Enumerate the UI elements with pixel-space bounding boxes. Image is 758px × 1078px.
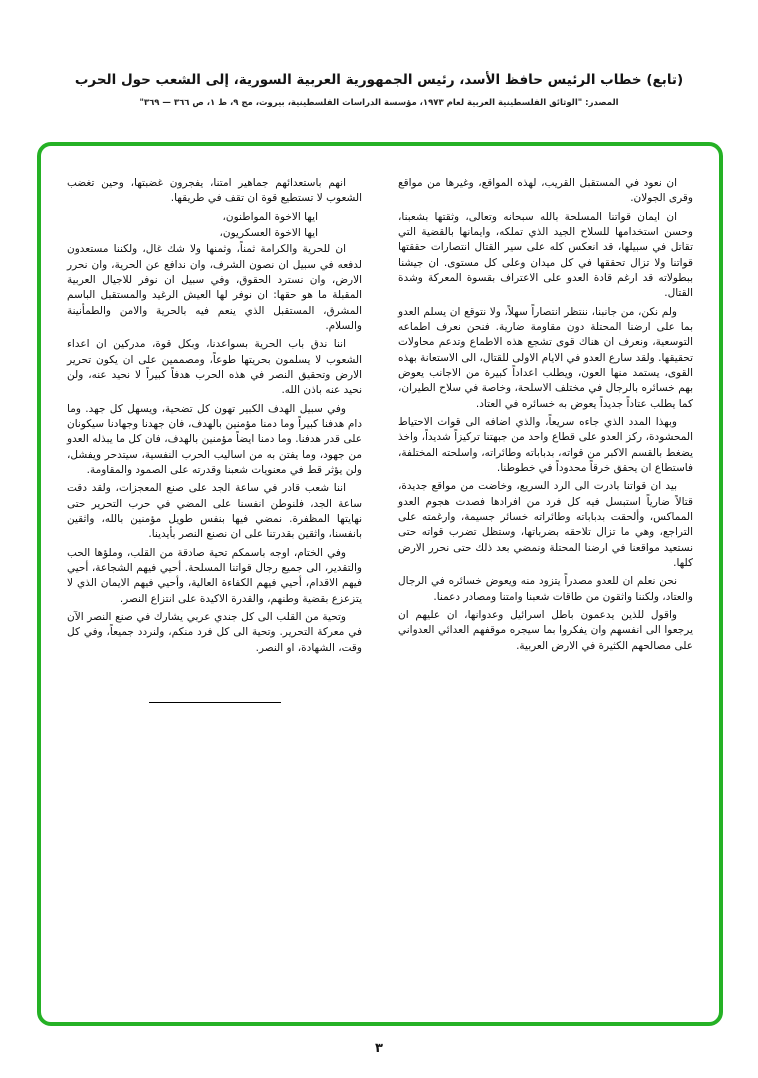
text-columns xyxy=(67,176,693,1002)
paragraph: اننا ندق باب الحرية بسواعدنا، وبكل قوة، مدركين ان اعداء الشعوب لا يسلمون بحريتها طوعاً، ومصممين على ان يكون تحرير الارض وتحقيق النصر في هذه الحرب هدفاً كبيراً لا نحيد عنه، ولن نحيد عنه باذن الله. xyxy=(67,338,362,397)
paragraph: ان ايمان قواتنا المسلحة بالله سبحانه وتعالى، وثقتها بشعبنا، وحسن استخدامها للسلاح الجيد الذي تملكه، وايمانها بالقضية التي تقاتل في سبيلها، قد انعكس كله على سير القتال انتصارات حققتها قواتنا ولا تزال تحققها في كل ميدان وعلى كل مستوى. ان جيشنا ببطولاته قد ارغم قادة العدو على الاعتراف بقسوة المعركة وشدة القتال. xyxy=(398,210,693,300)
column-right xyxy=(398,176,693,1002)
paragraph: ان للحرية والكرامة ثمناً، وثمنها ولا شك غال، ولكننا مستعدون لدفعه في سبيل ان نصون الشرف، وان ندافع عن الحرية، وان نحرر الارض، وان نسترد الحقوق، وفي سبيل ان نوفر للاجيال العربية المقبلة ما هو حقها: ان نوفر لها العيش الرغيد والمستقبل الباسم المشرق، المستقبل الذي ينعم فيه بالحرية والامن والطمأنينة والسلام. xyxy=(67,243,362,332)
end-separator xyxy=(149,702,281,703)
address-line: ايها الاخوة المواطنون، xyxy=(222,210,318,223)
paragraph: وتحية من القلب الى كل جندي عربي يشارك في صنع النصر الآن في معركة التحرير. وتحية الى كل فرد منكم، ولنردد جميعاً، وفي كل وقت، الشهادة، او النصر. xyxy=(67,610,362,654)
paragraph: وفي سبيل الهدف الكبير تهون كل تضحية، ويسهل كل جهد. وما دام هدفنا كبيراً وما دمنا مؤمنين بالهدف، فان جهدنا وجهادنا سيكونان على قدر هدفنا. وما دمنا ايضاً مؤمنين بالهدف، فان كل ما يبذله العدو من جهود، وما يفتن به من اساليب الحرب النفسية، سيتدحر ويفشل، ولن يؤثر قط في معنويات شعبنا وقدرته على الصمود والمقاومة. xyxy=(67,402,362,476)
paragraph: اننا شعب قادر في ساعة الجد على صنع المعجزات، ولقد دقت ساعة الجد، فلنوطن انفسنا على المضي في حرب التحرير حتى نهايتها المظفرة. نمضي فيها بنفس طويل مؤمنين بالله، واثقين بانفسنا، واثقين بقدرتنا على ان نصنع النصر بأيدينا. xyxy=(67,482,362,541)
paragraph: واقول للذين يدعمون باطل اسرائيل وعدوانها، ان عليهم ان يرجعوا الى انفسهم وان يفكروا بما سيجره موقفهم العدائي العدواني على مصالحهم الكثيرة في الارض العربية. xyxy=(398,608,693,652)
document-title: (تابع) خطاب الرئيس حافظ الأسد، رئيس الجمهورية العربية السورية، إلى الشعب حول الحرب xyxy=(74,72,684,88)
paragraph: ولم نكن، من جانبنا، ننتظر انتصاراً سهلاً، ولا نتوقع ان يسلم العدو بما على ارضنا المحتلة دون مقاومة ضارية. فنحن نعرف اطماعه التوسعية، ونعرف ان هناك قوى تشجع هذه الاطماع وتدعم محاولات تحقيقها. ولقد سارع العدو في الايام الاولى للقتال، الى الاستعانة بهذه القوى، يستمد منها العون، ويطلب اعداداً كبيرة من الاجانب يعوض بهم خسائره بالرجال في مختلف الاسلحة، وخاصة في سلاح الطيران، كما يطلب عتاداً جديداً يعوض به خسائره في العتاد. xyxy=(398,305,693,410)
paragraph: انهم باستعدائهم جماهير امتنا، يفجرون غضبتها، وحين تغضب الشعوب لا تستطيع قوة ان تقف في طريقها. xyxy=(67,177,362,205)
paragraph: بيد ان قواتنا بادرت الى الرد السريع، وخاضت من مواقع جديدة، قتالاً ضارياً استبسل فيه كل فرد من افرادها فصدت هجوم العدو المماكس، وألحقت بدباباته وطائراته خسائر جسيمة، وارغمته على التراجع، وهي ما تزال تلاحقه بضرباتها، وستظل تضرب قواته حتى نستعيد مواقعنا في ارضنا المحتلة ونمضي بعد ذلك حتى نحرر الارض كلها. xyxy=(398,480,693,569)
address-line: ايها الاخوة العسكريون، xyxy=(219,226,318,239)
paragraph: وبهذا المدد الذي جاءه سريعاً، والذي اضافه الى قوات الاحتياط المحشودة، ركز العدو على قطاع واحد من جبهتنا تركيزاً شديداً، واخذ يضغط بالقسم الاكبر من قواته، بدباباته وطائراته، واسلحته المختلفة، فاستطاع ان يحقق خرقاً محدوداً في خطوطنا. xyxy=(398,415,693,474)
paragraph: ان نعود في المستقبل القريب، لهذه المواقع، وغيرها من مواقع وقرى الجولان. xyxy=(398,177,693,205)
paragraph: وفي الختام، اوجه باسمكم تحية صادقة من القلب، وملؤها الحب والتقدير، الى جميع رجال قواتنا المسلحة. أحيي فيهم الشجاعة، أحيي فيهم الاقدام، أحيي فيهم الكفاءة العالية، وأحيي فيهم الايمان الذي لا يتزعزع بقضية وطنهم، والقدرة الاكيدة على انتزاع النصر. xyxy=(67,546,362,605)
source-line: المصدر: "الوثائق الفلسطينية العربية لعام ١٩٧٣، مؤسسة الدراسات الفلسطينية، بيروت، مج ٩، ط ١، ص ٣٦٦ — ٣٦٩" xyxy=(139,98,619,108)
column-left xyxy=(67,176,362,1002)
content-frame xyxy=(37,142,723,1026)
paragraph: نحن نعلم ان للعدو مصدراً يتزود منه ويعوض خسائره في الرجال والعتاد، ولكننا واثقون من طاقات شعبنا وامتنا ومصادر دعمنا. xyxy=(398,575,693,603)
page-header xyxy=(0,0,758,108)
page-number: ٣ xyxy=(375,1041,383,1056)
